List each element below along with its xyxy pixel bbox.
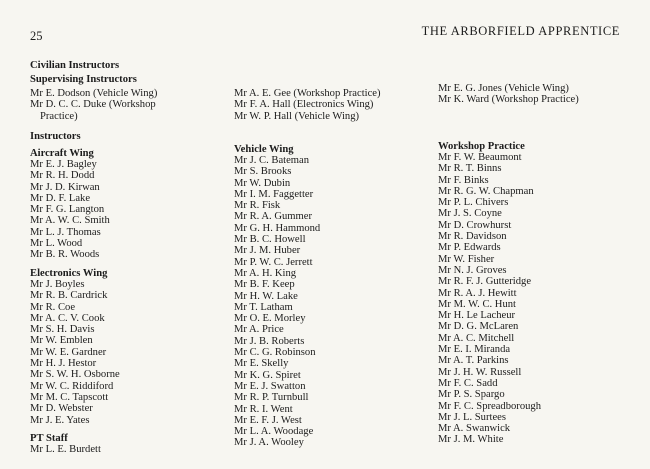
instructor-name: Mr J. H. W. Russell <box>438 366 522 378</box>
instructor-name: Mr E. J. Bagley <box>30 159 97 170</box>
instructor-name: Mr W. Emblen <box>30 335 93 347</box>
aircraft-wing-heading: Aircraft Wing <box>30 148 94 159</box>
instructor-name: Mr W. Fisher <box>438 253 495 265</box>
instructor-name: Mr S. Brooks <box>234 166 292 178</box>
instructor-name: Mr J. E. Yates <box>30 414 90 426</box>
instructor-name: Mr A. W. C. Smith <box>30 215 110 227</box>
instructor-name: Mr P. W. C. Jerrett <box>234 256 313 268</box>
instructor-name: Mr O. E. Morley <box>234 313 306 325</box>
instructor-name: Mr D. F. Lake <box>30 192 91 204</box>
instructor-name: Mr R. B. Cardrick <box>30 290 108 302</box>
supervising-col-1 <box>30 88 157 122</box>
instructor-name: Mr A. Price <box>234 324 284 336</box>
workshop-practice-heading: Workshop Practice <box>438 141 525 152</box>
instructor-name: Mr R. A. Gummer <box>234 211 312 223</box>
instructor-name: Mr J. Boyles <box>30 279 85 290</box>
instructor-name: Mr R. T. Binns <box>438 163 502 175</box>
instructor-name: Mr P. S. Spargo <box>438 389 505 401</box>
instructor-name: Mr R. P. Turnbull <box>234 392 309 404</box>
instructor-name: Mr L. E. Burdett <box>30 444 101 455</box>
instructor-name: Mr J. A. Wooley <box>234 437 304 449</box>
instructor-name: Mr J. M. Huber <box>234 245 301 257</box>
supervising-entry: Mr W. P. Hall (Vehicle Wing) <box>234 110 360 122</box>
supervising-heading: Supervising Instructors <box>30 74 137 85</box>
instructor-name: Mr G. H. Hammond <box>234 222 321 234</box>
instructor-name: Mr L. J. Thomas <box>30 226 101 238</box>
workshop-practice-list <box>438 152 541 446</box>
instructor-name: Mr A. T. Parkins <box>438 355 509 367</box>
instructor-name: Mr H. Le Lacheur <box>438 310 516 322</box>
supervising-entry: Mr F. A. Hall (Electronics Wing) <box>234 99 374 111</box>
instructor-name: Mr B. R. Woods <box>30 249 100 261</box>
instructor-name: Mr E. I. Miranda <box>438 344 511 356</box>
supervising-entry-continuation: Practice) <box>40 110 78 122</box>
instructor-name: Mr H. W. Lake <box>234 290 298 302</box>
vehicle-wing-heading: Vehicle Wing <box>234 144 294 155</box>
instructor-name: Mr W. Dubin <box>234 177 291 189</box>
instructor-name: Mr H. J. Hestor <box>30 358 97 370</box>
instructor-name: Mr T. Latham <box>234 301 293 313</box>
instructor-name: Mr F. Binks <box>438 174 489 186</box>
instructor-name: Mr A. C. Mitchell <box>438 332 515 344</box>
instructor-name: Mr B. C. Howell <box>234 234 306 246</box>
instructor-name: Mr R. Fisk <box>234 200 281 212</box>
instructor-name: Mr F. C. Spreadborough <box>438 400 542 412</box>
instructor-name: Mr R. Coe <box>30 301 76 313</box>
electronics-wing-list <box>30 279 120 426</box>
instructor-name: Mr D. G. McLaren <box>438 321 519 333</box>
instructor-name: Mr P. L. Chivers <box>438 197 509 209</box>
instructor-name: Mr L. A. Woodage <box>234 426 314 438</box>
instructors-heading: Instructors <box>30 131 81 142</box>
civilian-heading: Civilian Instructors <box>30 60 120 71</box>
instructor-name: Mr R. F. J. Gutteridge <box>438 276 532 288</box>
instructor-name: Mr R. G. W. Chapman <box>438 185 534 197</box>
instructor-name: Mr F. C. Sadd <box>438 377 498 389</box>
instructor-name: Mr A. C. V. Cook <box>30 312 105 324</box>
aircraft-wing-list <box>30 159 110 261</box>
supervising-entry: Mr E. Dodson (Vehicle Wing) <box>30 88 158 99</box>
instructor-name: Mr I. M. Faggetter <box>234 188 314 200</box>
instructor-name: Mr D. Crowhurst <box>438 219 512 231</box>
pt-staff-list <box>30 444 101 455</box>
instructor-name: Mr W. C. Riddiford <box>30 380 114 392</box>
instructor-name: Mr J. S. Coyne <box>438 208 502 220</box>
supervising-entry: Mr D. C. C. Duke (Workshop <box>30 99 156 111</box>
instructor-name: Mr R. Davidson <box>438 231 507 243</box>
instructor-name: Mr L. Wood <box>30 238 83 250</box>
instructor-name: Mr P. Edwards <box>438 242 501 254</box>
instructor-name: Mr S. W. H. Osborne <box>30 369 120 381</box>
instructor-name: Mr N. J. Groves <box>438 264 507 276</box>
instructor-name: Mr M. C. Tapscott <box>30 391 109 403</box>
instructor-name: Mr E. Skelly <box>234 358 289 370</box>
instructor-name: Mr F. G. Langton <box>30 204 105 216</box>
instructor-name: Mr A. H. King <box>234 267 297 279</box>
instructor-name: Mr B. F. Keep <box>234 279 295 291</box>
supervising-entry: Mr A. E. Gee (Workshop Practice) <box>234 88 381 99</box>
instructor-name: Mr W. E. Gardner <box>30 346 107 358</box>
instructor-name: Mr F. W. Beaumont <box>438 152 522 163</box>
supervising-col-2 <box>234 88 381 122</box>
instructor-name: Mr J. M. White <box>438 434 504 446</box>
page-number: 25 <box>30 29 43 43</box>
instructor-name: Mr S. H. Davis <box>30 324 95 336</box>
instructor-name: Mr C. G. Robinson <box>234 347 316 359</box>
supervising-entry: Mr K. Ward (Workshop Practice) <box>438 94 579 106</box>
vehicle-wing-list <box>234 155 320 449</box>
instructor-name: Mr E. J. Swatton <box>234 380 306 392</box>
instructor-name: Mr R. H. Dodd <box>30 170 95 182</box>
instructor-name: Mr K. G. Spiret <box>234 369 301 381</box>
supervising-entry: Mr E. G. Jones (Vehicle Wing) <box>438 83 569 94</box>
pt-staff-heading: PT Staff <box>30 433 68 444</box>
instructor-name: Mr J. C. Bateman <box>234 155 310 166</box>
electronics-wing-heading: Electronics Wing <box>30 268 108 279</box>
instructor-name: Mr J. L. Surtees <box>438 411 506 423</box>
instructor-name: Mr J. D. Kirwan <box>30 181 100 193</box>
instructor-name: Mr M. W. C. Hunt <box>438 298 516 310</box>
supervising-col-3 <box>438 83 579 106</box>
running-head: THE ARBORFIELD APPRENTICE <box>421 24 620 38</box>
instructor-name: Mr R. I. Went <box>234 403 293 415</box>
instructor-name: Mr J. B. Roberts <box>234 335 305 347</box>
instructor-name: Mr R. A. J. Hewitt <box>438 287 517 299</box>
instructor-name: Mr E. F. J. West <box>234 414 302 426</box>
instructor-name: Mr A. Swanwick <box>438 423 511 435</box>
instructor-name: Mr D. Webster <box>30 403 93 415</box>
